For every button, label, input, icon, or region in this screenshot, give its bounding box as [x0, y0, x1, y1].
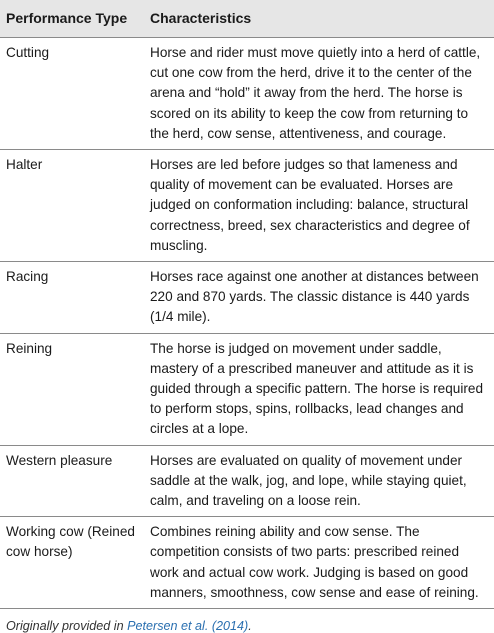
- table-footnote: [0, 609, 494, 633]
- row-desc-working-cow: Combines reining ability and cow sense. The competition consists of two parts: prescribed reined work and actual cow work. Judging is based on good manners, smoothness, cow sense and ease of reining.: [146, 517, 494, 609]
- table-row: [0, 517, 494, 609]
- table-row: [0, 150, 494, 262]
- table-row: [0, 445, 494, 517]
- table-body: [0, 38, 494, 609]
- row-type-western-pleasure: Western pleasure: [0, 445, 146, 517]
- row-desc-reining: The horse is judged on movement under saddle, mastery of a prescribed maneuver and attitude as it is guided through a specific pattern. The horse is required to perform stops, spins, rollbacks, lead changes and circles at a lope.: [146, 333, 494, 445]
- row-type-reining: Reining: [0, 333, 146, 445]
- footnote-suffix: .: [248, 619, 252, 633]
- row-desc-western-pleasure: Horses are evaluated on quality of movement under saddle at the walk, jog, and lope, while staying quiet, calm, and traveling on a loose rein.: [146, 445, 494, 517]
- row-desc-cutting: Horse and rider must move quietly into a herd of cattle, cut one cow from the herd, drive it to the center of the arena and “hold” it away from the herd. The horse is scored on its ability to keep the cow from returning to the herd, cow sense, attentiveness, and courage.: [146, 38, 494, 150]
- row-type-working-cow: Working cow (Reined cow horse): [0, 517, 146, 609]
- table-header: [0, 0, 494, 38]
- table-row: [0, 38, 494, 150]
- row-type-cutting: Cutting: [0, 38, 146, 150]
- table-row: [0, 262, 494, 334]
- citation-link[interactable]: Petersen et al. (2014): [127, 619, 249, 633]
- header-characteristics: Characteristics: [146, 0, 494, 38]
- header-performance-type: Performance Type: [0, 0, 146, 38]
- row-type-halter: Halter: [0, 150, 146, 262]
- table-row: [0, 333, 494, 445]
- footnote-prefix: Originally provided in: [6, 619, 128, 633]
- row-desc-halter: Horses are led before judges so that lameness and quality of movement can be evaluated. Horses are judged on conformation including: balance, structural correctness, breed, sex characteristics and degree of muscling.: [146, 150, 494, 262]
- row-desc-racing: Horses race against one another at distances between 220 and 870 yards. The classic distance is 440 yards (1/4 mile).: [146, 262, 494, 334]
- row-type-racing: Racing: [0, 262, 146, 334]
- header-row: [0, 0, 494, 38]
